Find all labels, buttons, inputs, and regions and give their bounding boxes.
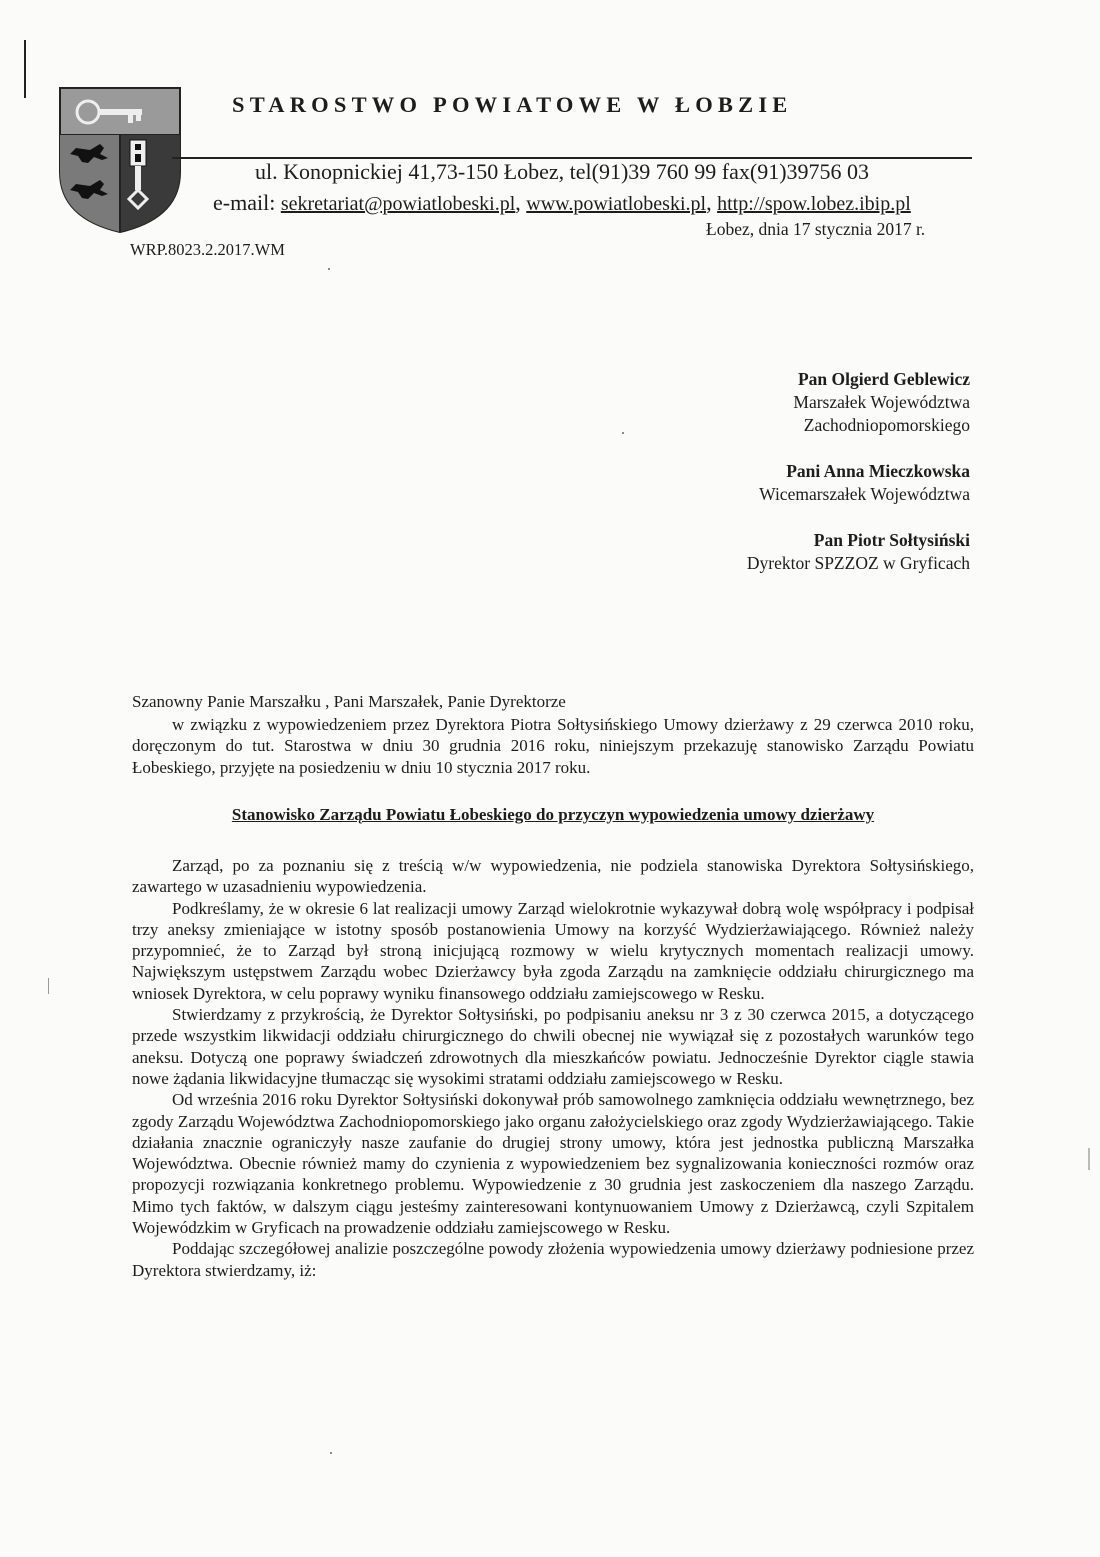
office-title: STAROSTWO POWIATOWE W ŁOBZIE [232,92,793,117]
reference-number: WRP.8023.2.2017.WM [130,240,285,259]
recipient-role: Dyrektor SPZZOZ w Gryficach [746,553,970,573]
scan-mark [48,978,49,994]
margin-mark [24,40,26,98]
contact-line [213,190,911,216]
intro-paragraph [132,714,974,778]
paragraph: Poddając szczegółowej analizie poszczególne powody złożenia wypowiedzenia umowy dzierżawy podniesione przez Dyrektora stwierdzamy, iż: [132,1239,974,1280]
scan-speck [328,268,330,270]
recipient-role: Zachodniopomorskiego [803,415,970,435]
separator: , [515,190,521,215]
recipient-block [793,368,970,437]
separator: , [706,190,712,215]
paragraph: w związku z wypowiedzeniem przez Dyrektora Piotra Sołtysińskiego Umowy dzierżawy z 29 czerwca 2010 roku, doręczonym do tut. Starostwa w dniu 30 grudnia 2016 roku, niniejszym przekazuję stanowisko Zarządu Powiatu Łobeskiego, przyjęte na posiedzeniu w dniu 10 stycznia 2017 roku. [132,715,974,777]
body-text [132,855,974,1281]
scan-mark [1088,1148,1090,1170]
recipient-block [747,529,970,575]
scan-speck [330,1452,332,1454]
recipient-role: Wicemarszałek Województwa [759,484,970,504]
bip-link[interactable]: http://spow.lobez.ibip.pl [717,193,911,215]
recipient-block [759,460,970,506]
website-link[interactable]: www.powiatlobeski.pl [526,193,707,215]
recipient-role: Marszałek Województwa [793,392,970,412]
salutation: Szanowny Panie Marszałku , Pani Marszałek, Panie Dyrektorze [132,692,566,711]
scan-speck [622,432,624,434]
paragraph: Podkreślamy, że w okresie 6 lat realizacji umowy Zarząd wielokrotnie wykazywał dobrą wolę współpracy i podpisał trzy aneksy zmieniające w istotny sposób postanowienia Umowy na korzyść Wydzierżawiającego. Również należy przypomnieć, że to Zarząd był stroną inicjującą rozmowy w wielu krytycznych momentach realizacji umowy. Największym ustępstwem Zarządu wobec Dzierżawcy była zgoda Zarządu na zamknięcie oddziału chirurgicznego ma wniosek Dyrektora, w celu poprawy wyniku finansowego oddziału zamiejscowego w Resku. [132,898,974,1003]
recipient-name: Pan Piotr Sołtysiński [813,530,970,550]
paragraph: Zarząd, po za poznaniu się z treścią w/w wypowiedzenia, nie podziela stanowiska Dyrektora Sołtysińskiego, zawartego w uzasadnieniu wypowiedzenia. [132,856,974,897]
paragraph: Od września 2016 roku Dyrektor Sołtysiński dokonywał prób samowolnego zamknięcia oddziału wewnętrznego, bez zgody Zarządu Województwa Zachodniopomorskiego jako organu założycielskiego oraz zgody Wydzierżawiającego. Takie działania znacznie ograniczyły nasze zaufanie do drugiej strony umowy, która jest jednostka publiczną Marszałka Województwa. Obecnie również mamy do czynienia z wypowiedzeniem bez sygnalizowania konieczności rozmów oraz propozycji rozwiązania konkretnego problemu. Wypowiedzenie z 30 grudnia jest zaskoczeniem dla naszego Zarządu. Mimo tych faktów, w dalszym ciągu jesteśmy zainteresowani kontynuowaniem Umowy z Dzierżawcą, czyli Szpitalem Wojewódzkim w Gryficach na prowadzenie oddziału zamiejscowego w Resku. [132,1090,974,1238]
section-title: Stanowisko Zarządu Powiatu Łobeskiego do przyczyn wypowiedzenia umowy dzierżawy [231,805,875,824]
recipient-name: Pani Anna Mieczkowska [786,461,970,481]
address-line: ul. Konopnickiej 41,73-150 Łobez, tel(91)39 760 99 fax(91)39756 03 [255,159,870,184]
paragraph: Stwierdzamy z przykrością, że Dyrektor Sołtysiński, po podpisaniu aneksu nr 3 z 30 czerwca 2015, a dotyczącego przede wszystkim likwidacji oddziału chirurgicznego do chwili obecnej nie wywiązał się z pozostałych warunków tego aneksu. Dotyczą one poprawy świadczeń zdrowotnych dla mieszkańców powiatu. Jednocześnie Dyrektor ciągle stawia nowe żądania likwidacyjne tłumacząc się wysokimi stratami oddziału zamiejscowego w Resku. [132,1005,974,1088]
recipient-name: Pan Olgierd Geblewicz [797,369,970,389]
coat-of-arms-icon [58,86,182,234]
email-link[interactable]: sekretariat@powiatlobeski.pl [280,193,516,215]
date-line: Łobez, dnia 17 stycznia 2017 r. [706,219,926,239]
email-label: e-mail: [213,190,276,215]
